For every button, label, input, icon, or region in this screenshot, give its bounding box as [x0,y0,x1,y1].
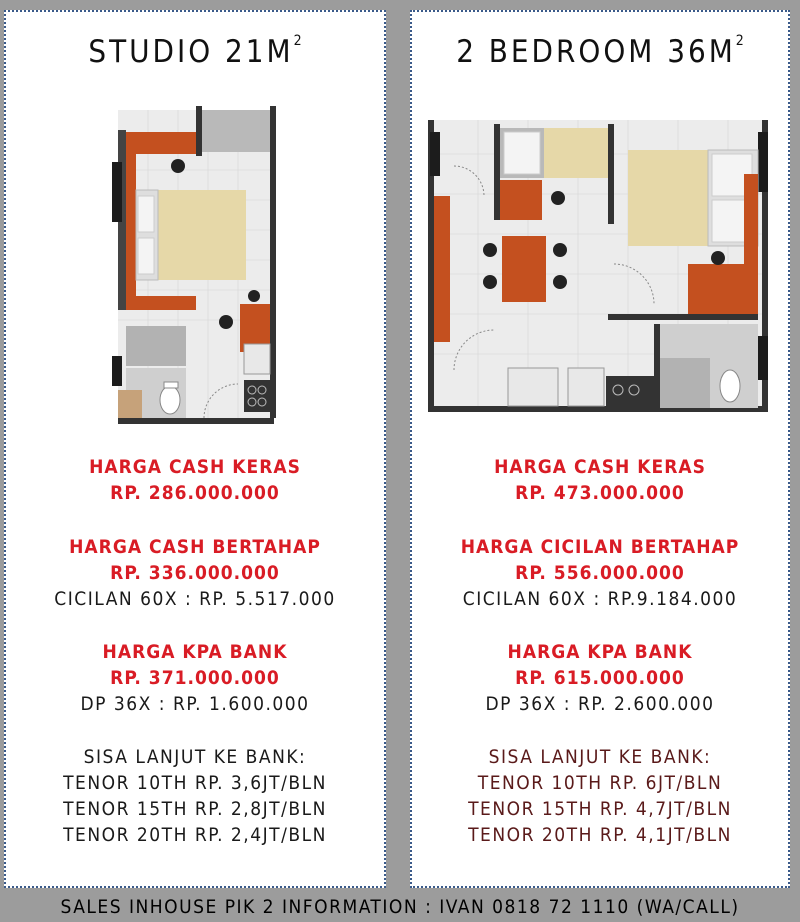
studio-bertahap-label: HARGA CASH BERTAHAP [69,536,321,558]
two-bedroom-bertahap-price: RP. 556.000.000 [515,562,685,584]
studio-bertahap-price: RP. 336.000.000 [110,562,280,584]
two-bedroom-cash-keras-price: RP. 473.000.000 [515,482,685,504]
studio-sisa-label: SISA LANJUT KE BANK: [83,746,307,768]
sales-contact-footer: SALES INHOUSE PIK 2 INFORMATION : IVAN 0818 72 1110 (WA/CALL) [60,896,740,918]
two-bedroom-tenor-15: TENOR 15TH RP. 4,7JT/BLN [468,798,732,820]
two-bedroom-floor-plan [428,114,780,418]
studio-pricing [6,454,384,848]
studio-title: STUDIO $21M^2$ [88,32,302,70]
studio-floor-plan [108,100,282,426]
two-bedroom-kpa-dp: DP 36X : RP. 2.600.000 [485,693,715,715]
two-bedroom-pricing [412,454,788,848]
two-bedroom-tenor-10: TENOR 10TH RP. 6JT/BLN [477,772,723,794]
two-bedroom-panel [410,10,790,888]
studio-tenor-20: TENOR 20TH RP. 2,4JT/BLN [63,824,327,846]
studio-tenor-10: TENOR 10TH RP. 3,6JT/BLN [63,772,327,794]
studio-kpa-price: RP. 371.000.000 [110,667,280,689]
two-bedroom-tenor-20: TENOR 20TH RP. 4,1JT/BLN [468,824,732,846]
two-bedroom-cash-keras-label: HARGA CASH KERAS [494,456,706,478]
two-bedroom-title: 2 BEDROOM $36M^2$ [456,32,744,70]
studio-kpa-label: HARGA KPA BANK [102,641,288,663]
two-bedroom-bertahap-cicilan: CICILAN 60X : RP.9.184.000 [462,588,738,610]
studio-bertahap-cicilan: CICILAN 60X : RP. 5.517.000 [54,588,336,610]
two-bedroom-kpa-label: HARGA KPA BANK [507,641,693,663]
studio-cash-keras-label: HARGA CASH KERAS [89,456,301,478]
studio-kpa-dp: DP 36X : RP. 1.600.000 [80,693,310,715]
two-bedroom-kpa-price: RP. 615.000.000 [515,667,685,689]
two-bedroom-bertahap-label: HARGA CICILAN BERTAHAP [460,536,740,558]
studio-cash-keras-price: RP. 286.000.000 [110,482,280,504]
studio-tenor-15: TENOR 15TH RP. 2,8JT/BLN [63,798,327,820]
studio-panel [4,10,386,888]
two-bedroom-sisa-label: SISA LANJUT KE BANK: [488,746,712,768]
